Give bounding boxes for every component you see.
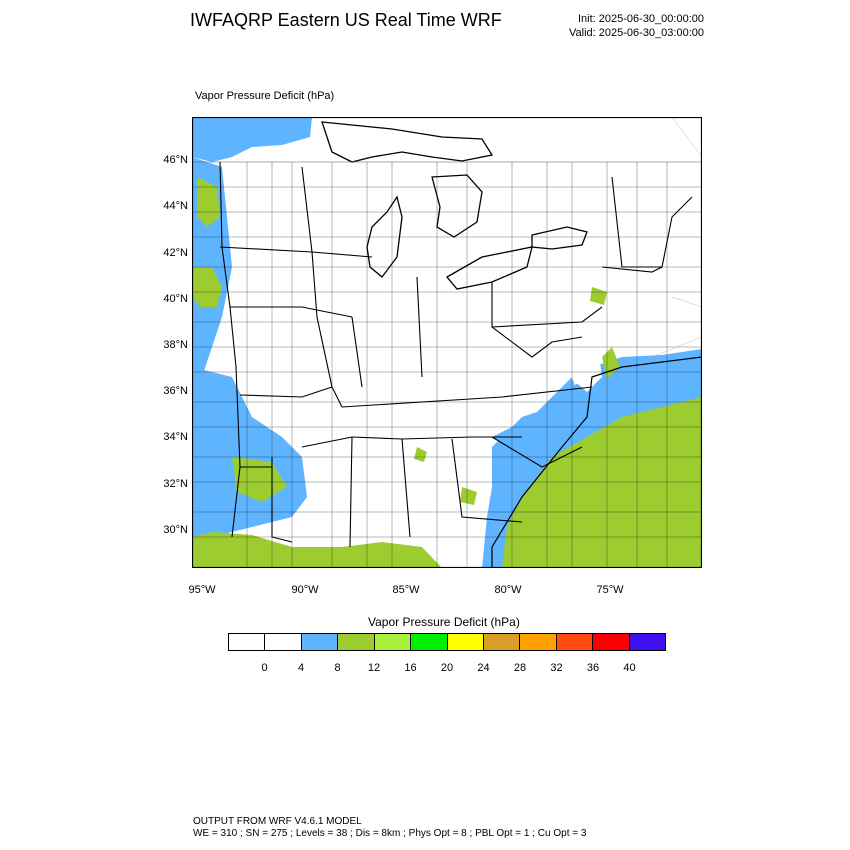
colorbar-tick-label: 4 <box>297 662 305 674</box>
colorbar-tick-label: 36 <box>586 662 600 674</box>
lon-label: 85°W <box>392 584 420 596</box>
colorbar-tick-label: 24 <box>477 662 490 674</box>
colorbar <box>228 633 666 651</box>
colorbar-segment <box>448 634 484 650</box>
colorbar-segment <box>557 634 593 650</box>
colorbar-segment <box>484 634 520 650</box>
lat-label: 38°N <box>163 339 188 351</box>
lat-label: 46°N <box>163 154 188 166</box>
colorbar-segment <box>375 634 411 650</box>
colorbar-tick-label: 28 <box>513 662 527 674</box>
longitude-labels <box>188 584 702 600</box>
colorbar-segment <box>520 634 556 650</box>
lat-label: 36°N <box>163 385 188 397</box>
colorbar-tick-label: 16 <box>404 662 417 674</box>
colorbar-segment <box>302 634 338 650</box>
lon-label: 75°W <box>596 584 624 596</box>
colorbar-segment <box>593 634 629 650</box>
latitude-labels <box>130 117 188 568</box>
lon-label: 95°W <box>188 584 216 596</box>
valid-time: Valid: 2025-06-30_03:00:00 <box>569 27 704 39</box>
colorbar-tick-label: 12 <box>367 662 381 674</box>
colorbar-segment <box>630 634 665 650</box>
colorbar-tick-label: 0 <box>261 662 268 674</box>
lat-label: 34°N <box>163 431 188 443</box>
map-panel <box>192 117 702 568</box>
lat-label: 42°N <box>163 247 188 259</box>
colorbar-segment <box>411 634 447 650</box>
lat-label: 32°N <box>163 478 188 490</box>
model-config: WE = 310 ; SN = 275 ; Levels = 38 ; Dis = 8km ; Phys Opt = 8 ; PBL Opt = 1 ; Cu Opt = 3 <box>193 828 587 839</box>
lat-label: 40°N <box>163 293 188 305</box>
colorbar-tick-label: 20 <box>440 662 454 674</box>
model-info: OUTPUT FROM WRF V4.6.1 MODEL <box>193 816 362 827</box>
colorbar-segment <box>265 634 301 650</box>
colorbar-tick-label: 32 <box>550 662 563 674</box>
vpd-map <box>192 117 702 568</box>
colorbar-segment <box>338 634 374 650</box>
colorbar-ticks <box>228 662 666 678</box>
field-label: Vapor Pressure Deficit (hPa) <box>195 90 335 102</box>
lat-label: 44°N <box>163 200 188 212</box>
plot-title: IWFAQRP Eastern US Real Time WRF <box>190 10 502 30</box>
colorbar-tick-label: 8 <box>334 662 341 674</box>
lon-label: 90°W <box>291 584 319 596</box>
colorbar-title: Vapor Pressure Deficit (hPa) <box>368 615 520 629</box>
colorbar-tick-label: 40 <box>623 662 636 674</box>
colorbar-segment <box>229 634 265 650</box>
init-time: Init: 2025-06-30_00:00:00 <box>578 13 704 25</box>
lat-label: 30°N <box>163 524 188 536</box>
lon-label: 80°W <box>494 584 522 596</box>
